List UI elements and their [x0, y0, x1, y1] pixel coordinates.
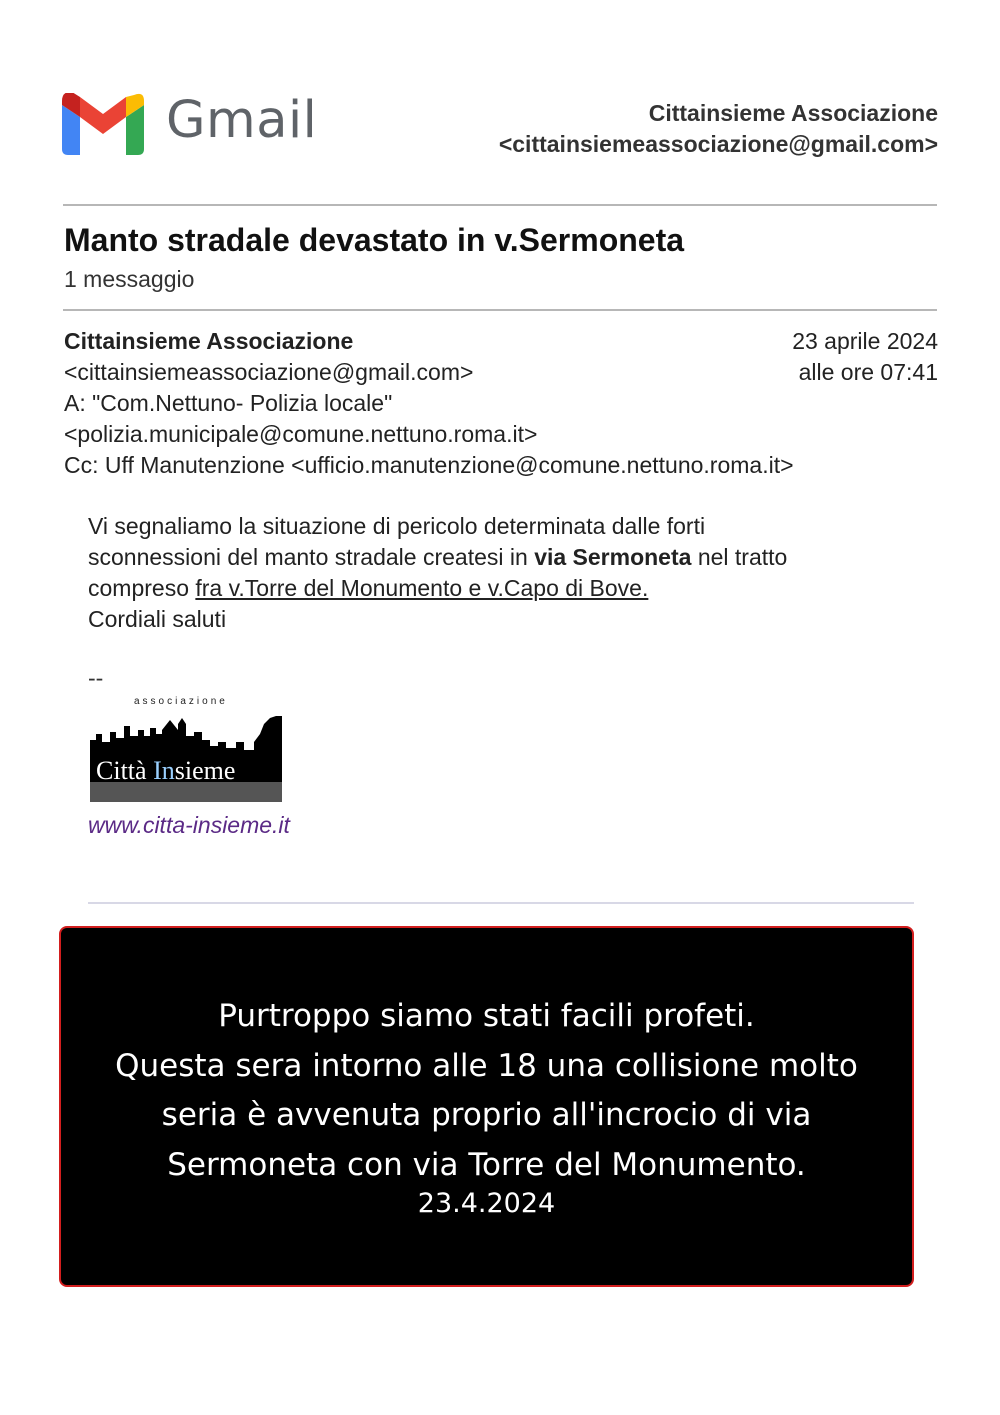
- logo-title-part: Città: [96, 756, 154, 785]
- logo-title: [96, 756, 235, 786]
- sender-email: <cittainsiemeassociazione@gmail.com>: [64, 359, 474, 385]
- notice-line: seria è avvenuta proprio all'incrocio di via: [161, 1097, 812, 1133]
- gmail-wordmark: Gmail: [166, 91, 318, 150]
- body-text: compreso: [88, 575, 196, 601]
- sender-name: Cittainsieme Associazione: [64, 328, 354, 354]
- body-line: Vi segnaliamo la situazione di pericolo determinata dalle forti: [88, 513, 706, 539]
- divider: [88, 902, 914, 904]
- cc-line: Cc: Uff Manutenzione <ufficio.manutenzione@comune.nettuno.roma.it>: [64, 452, 794, 478]
- notice-date: 23.4.2024: [417, 1188, 556, 1219]
- message-date: [792, 326, 938, 388]
- notice-line: Questa sera intorno alle 18 una collisione molto: [115, 1047, 858, 1084]
- account-name: Cittainsieme Associazione: [648, 100, 938, 126]
- account-email: <cittainsiemeassociazione@gmail.com>: [498, 131, 938, 157]
- date-text: 23 aprile 2024: [792, 328, 938, 354]
- body-underlined-text: fra v.Torre del Monumento e v.Capo di Bove.: [195, 575, 649, 601]
- notice-box: [59, 926, 914, 1287]
- notice-line: Sermoneta con via Torre del Monumento.: [167, 1146, 806, 1183]
- recipient-email: <polizia.municipale@comune.nettuno.roma.it>: [64, 421, 538, 447]
- logo-subtitle: associazione: [134, 696, 228, 707]
- message-body: [88, 511, 928, 635]
- time-text: alle ore 07:41: [798, 359, 938, 385]
- email-subject: Manto stradale devastato in v.Sermoneta: [64, 222, 685, 258]
- body-bold-text: via Sermoneta: [534, 544, 692, 570]
- logo-title-part: sieme: [174, 756, 236, 785]
- signature-logo: [90, 696, 282, 804]
- notice-line: Purtroppo siamo stati facili profeti.: [218, 998, 755, 1034]
- divider: [63, 204, 937, 206]
- signature-separator: --: [88, 665, 104, 691]
- body-line: [88, 573, 928, 604]
- website-link[interactable]: www.citta-insieme.it: [88, 812, 290, 838]
- notice-text: [61, 992, 912, 1190]
- logo-title-part: In: [153, 756, 175, 785]
- body-text: nel tratto: [691, 544, 788, 570]
- account-info: [499, 98, 938, 160]
- recipient-line: A: "Com.Nettuno- Polizia locale": [64, 390, 393, 416]
- body-line: Cordiali saluti: [88, 606, 227, 632]
- body-line: [88, 542, 928, 573]
- divider: [63, 309, 937, 311]
- message-header: [64, 326, 794, 481]
- body-text: sconnessioni del manto stradale createsi in: [88, 544, 535, 570]
- gmail-m-icon: [62, 93, 144, 155]
- gmail-logo: [62, 91, 318, 155]
- message-count: 1 messaggio: [64, 266, 195, 292]
